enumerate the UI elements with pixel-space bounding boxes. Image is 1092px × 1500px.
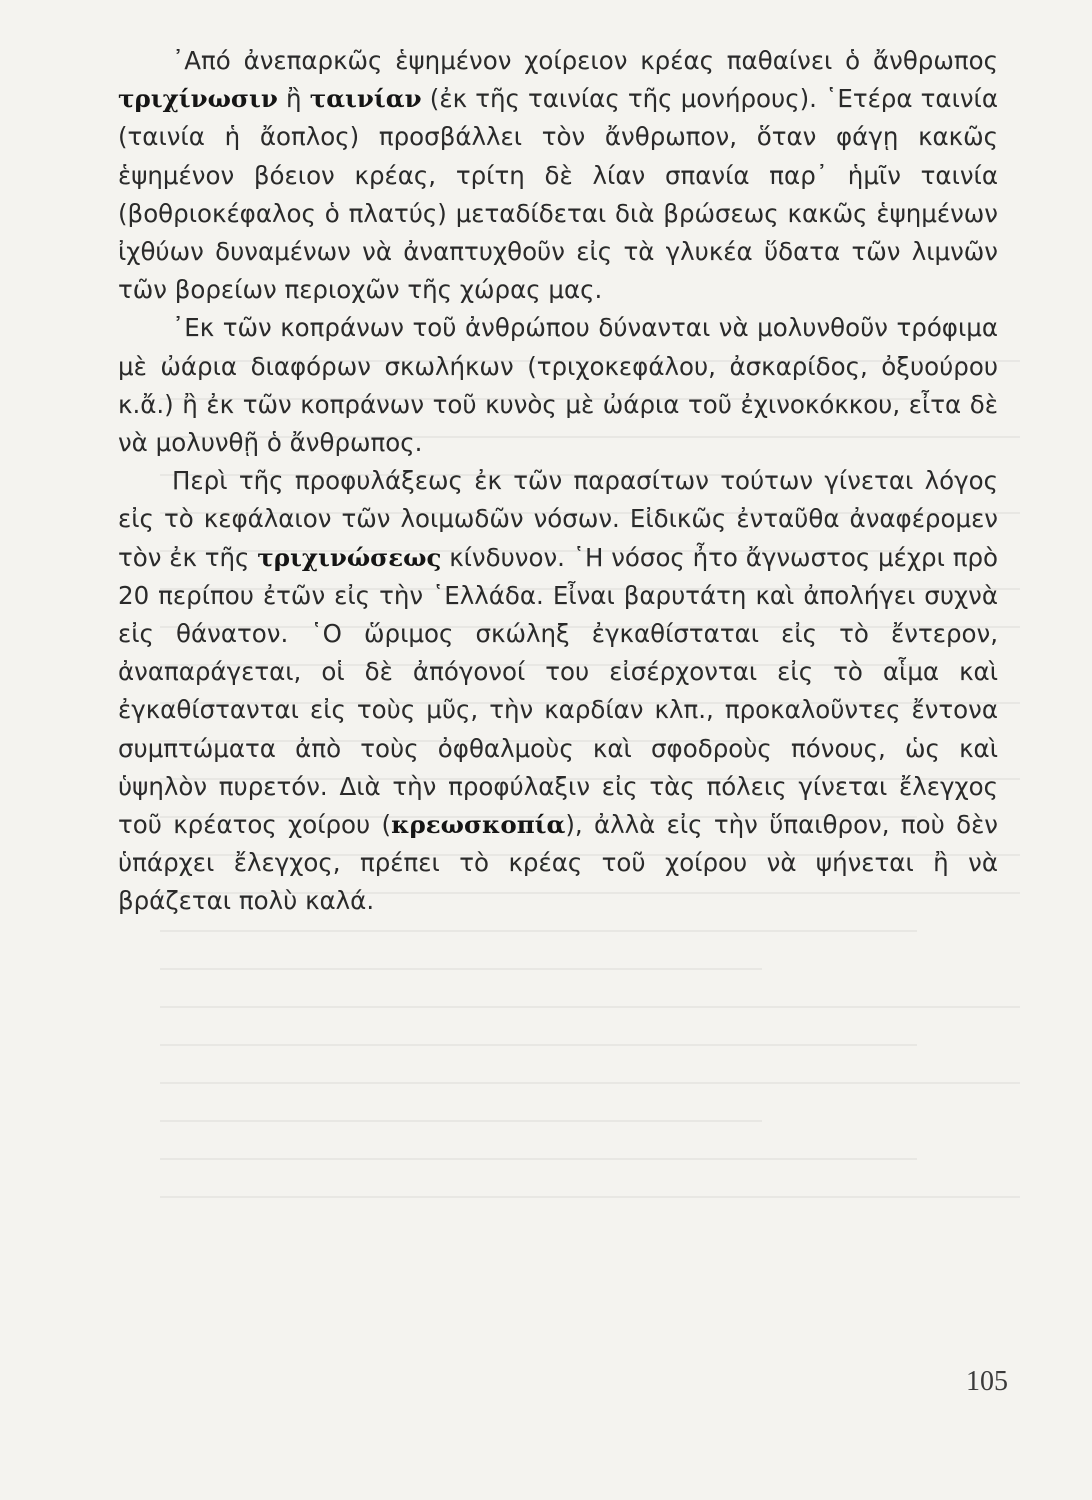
paragraph-contamination <box>118 309 998 462</box>
text-segment: (ἐκ τῆς ταινίας τῆς μονήρους). ῾Ετέρα ταινία (ταινία ἡ ἄοπλος) προσβάλλει τὸν ἄνθρωπον, ὅταν φάγῃ κακῶς ἑψημένον βόειον κρέας, τρίτη δὲ λίαν σπανία παρ᾿ ἡμῖν ταινία (βοθριοκέφαλος ὁ πλατύς) μεταδίδεται διὰ βρώσεως κακῶς ἑψημένων ἰχθύων δυναμένων νὰ ἀναπτυχθοῦν εἰς τὰ γλυκέα ὕδατα τῶν λιμνῶν τῶν βορείων περιοχῶν τῆς χώρας μας. <box>118 84 998 305</box>
body-text <box>118 42 998 921</box>
text-segment: ), ἀλλὰ εἰς τὴν ὕπαιθρον, ποὺ δὲν ὑπάρχει ἔλεγχος, πρέπει τὸ κρέας τοῦ χοίρου νὰ ψήνεται ἢ νὰ βράζεται πολὺ καλά. <box>118 810 998 916</box>
paragraph-prevention <box>118 462 998 920</box>
paragraph-meat-parasites <box>118 42 998 309</box>
text-segment: ᾿Από ἀνεπαρκῶς ἑψημένον χοίρειον κρέας παθαίνει ὁ ἄνθρωπος <box>172 46 998 75</box>
text-segment: κίνδυνον. ῾Η νόσος ἦτο ἄγνωστος μέχρι πρὸ 20 περίπου ἐτῶν εἰς τὴν ῾Ελλάδα. Εἶναι βαρυτάτη καὶ ἀπολήγει συχνὰ εἰς θάνατον. ῾Ο ὥριμος σκώληξ ἐγκαθίσταται εἰς τὸ ἔντερον, ἀναπαράγεται, οἱ δὲ ἀπόγονοί του εἰσέρχονται εἰς τὸ αἷμα καὶ ἐγκαθίστανται εἰς τοὺς μῦς, τὴν καρδίαν κλπ., προκαλοῦντες ἔντονα συμπτώματα ἀπὸ τοὺς ὀφθαλμοὺς καὶ σφοδροὺς πόνους, ὡς καὶ ὑψηλὸν πυρετόν. Διὰ τὴν προφύλαξιν εἰς τὰς πόλεις γίνεται ἔλεγχος τοῦ κρέατος χοίρου ( <box>118 542 998 840</box>
page-number: 105 <box>966 1366 1008 1397</box>
term-meat-inspection: κρεωσκοπία <box>391 810 566 840</box>
term-trichinosis: τριχίνωσιν <box>118 84 278 114</box>
text-segment: Περὶ τῆς προφυλάξεως ἐκ τῶν παρασίτων τούτων γίνεται λόγος εἰς τὸ κεφάλαιον τῶν λοιμωδῶν νόσων. Εἰδικῶς ἐνταῦθα ἀναφέρομεν τὸν ἐκ τῆς <box>118 466 998 572</box>
text-segment: ἢ <box>277 84 310 114</box>
term-trichinosis-genitive: τριχινώσεως <box>257 542 442 572</box>
term-tapeworm: ταινίαν <box>309 84 422 114</box>
text-segment: ᾿Εκ τῶν κοπράνων τοῦ ἀνθρώπου δύνανται νὰ μολυνθοῦν τρόφιμα μὲ ὠάρια διαφόρων σκωλήκων (τριχοκεφάλου, ἀσκαρίδος, ὀξυούρου κ.ἄ.) ἢ ἐκ τῶν κοπράνων τοῦ κυνὸς μὲ ὠάρια τοῦ ἐχινοκόκκου, εἶτα δὲ νὰ μολυνθῇ ὁ ἄνθρωπος. <box>118 313 998 458</box>
